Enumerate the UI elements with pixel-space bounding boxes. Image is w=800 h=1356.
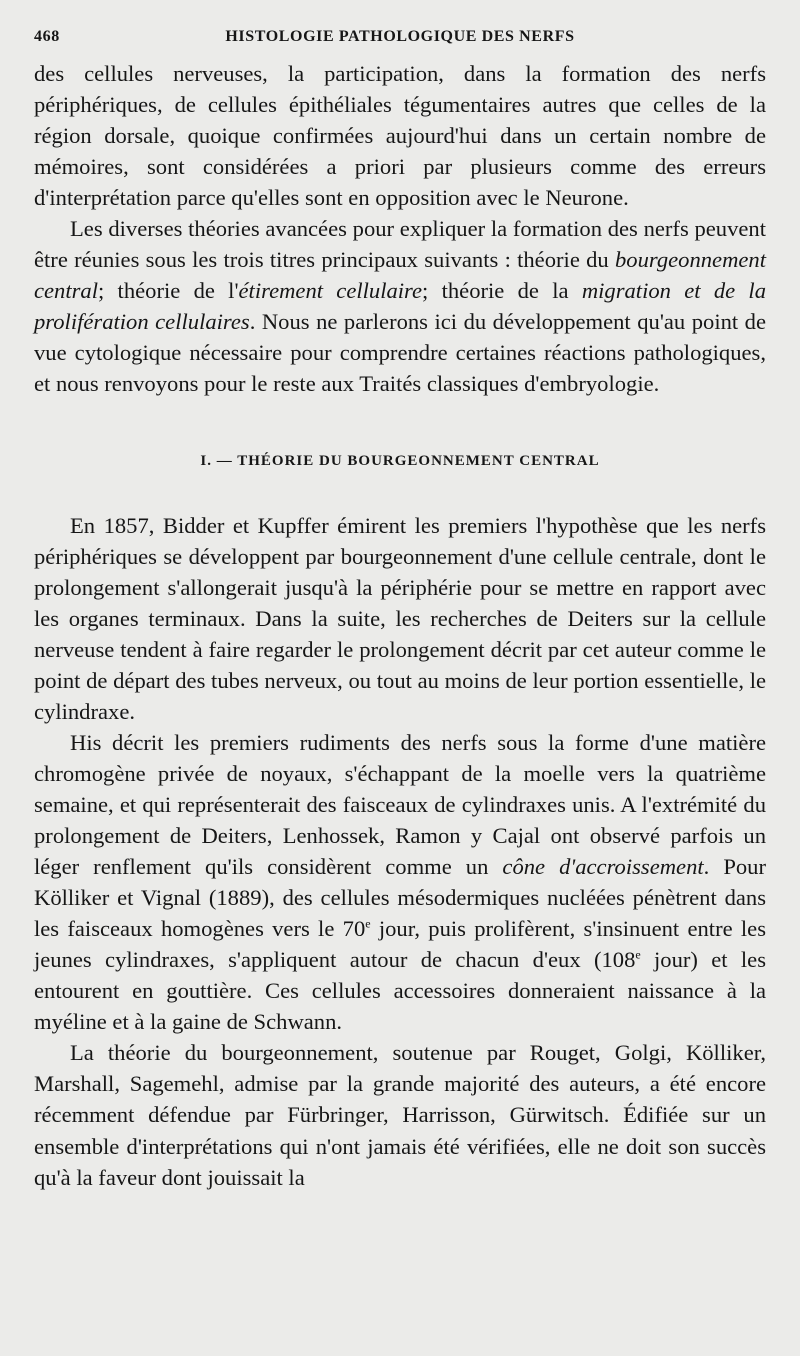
page-body: [34, 58, 766, 1193]
section-heading: I. — THÉORIE DU BOURGEONNEMENT CENTRAL: [200, 452, 600, 469]
superscript-e-2: e: [635, 947, 641, 962]
paragraph-his-text-3: jour, puis prolifèrent, s'insinuent entre les jeunes cylindraxes, s'appliquent autour de chacun d'eux (108: [34, 916, 767, 973]
paragraph-his-text-1: His décrit les premiers rudiments des nerfs sous la forme d'une matière chromogène privée de noyaux, s'échappant de la moelle vers la quatrième semaine, et qui représenterait des faisceaux de cylindraxes unis. A l'extrémité du prolongement de Deiters, Lenhossek, Ramon y Cajal ont observé parfois un léger renflement qu'ils considèrent comme un: [34, 729, 766, 880]
paragraph-theories-text-1: Les diverses théories avancées pour expliquer la formation des nerfs peuvent être réunies sous les trois titres principaux suivants : théorie du: [34, 216, 766, 273]
theory-etirement: étirement cellulaire: [238, 278, 423, 304]
paragraph-theories-text-2: ; théorie de l': [98, 278, 239, 304]
page-number: 468: [34, 28, 60, 45]
paragraph-bourgeonnement-theory: La théorie du bourgeonnement, soutenue par Rouget, Golgi, Kölliker, Marshall, Sagemehl, admise par la grande majorité des auteurs, a été encore récemment défendue par Fürbringer, Harrisson, Gürwitsch. Édifiée sur un ensemble d'interprétations qui n'ont jamais été vérifiées, elle ne doit son succès qu'à la faveur dont jouissait la: [34, 1040, 766, 1190]
running-head: [34, 28, 766, 58]
paragraph-theories-text-4: . Nous ne parlerons ici du développement qu'au point de vue cytologique nécessaire pour comprendre certaines réactions pathologiques, et nous renvoyons pour le reste aux Traités classiques d'embryologie.: [34, 309, 767, 397]
paragraph-his-text-4: jour) et les entourent en gouttière. Ces cellules accessoires donneraient naissance à la myéline et à la gaine de Schwann.: [34, 947, 766, 1035]
theory-bourgeonnement: bourgeonnement central: [34, 247, 766, 304]
paragraph-theories: [34, 213, 766, 399]
running-title: HISTOLOGIE PATHOLOGIQUE DES NERFS: [225, 28, 575, 45]
paragraph-theories-text-3: ; théorie de la: [422, 278, 582, 304]
cone-accroissement-term: cône d'accroissement: [502, 854, 704, 880]
paragraph-continued: des cellules nerveuses, la participation, dans la formation des nerfs périphériques, de cellules épithéliales tégumentaires autres que celles de la région dorsale, quoique confirmées aujourd'hui dans un certain nombre de mémoires, sont considérées a priori par plusieurs comme des erreurs d'interprétation parce qu'elles sont en opposition avec le Neurone.: [34, 61, 766, 211]
superscript-e-1: e: [365, 916, 371, 931]
theory-migration: migration et de la prolifération cellulaires: [34, 278, 767, 335]
paragraph-his-text-2: . Pour Kölliker et Vignal (1889), des cellules mésodermiques nucléées pénètrent dans les faisceaux homogènes vers le 70: [34, 854, 766, 942]
paragraph-history: En 1857, Bidder et Kupffer émirent les premiers l'hypothèse que les nerfs périphériques se développent par bourgeonnement d'une cellule centrale, dont le prolongement s'allongerait jusqu'à la périphérie pour se mettre en rapport avec les organes terminaux. Dans la suite, les recherches de Deiters sur la cellule nerveuse tendent à faire regarder le prolongement décrit par cet auteur comme le point de départ des tubes nerveux, ou tout au moins de leur portion essentielle, le cylindraxe.: [34, 512, 766, 724]
paragraph-his: [34, 727, 766, 1037]
